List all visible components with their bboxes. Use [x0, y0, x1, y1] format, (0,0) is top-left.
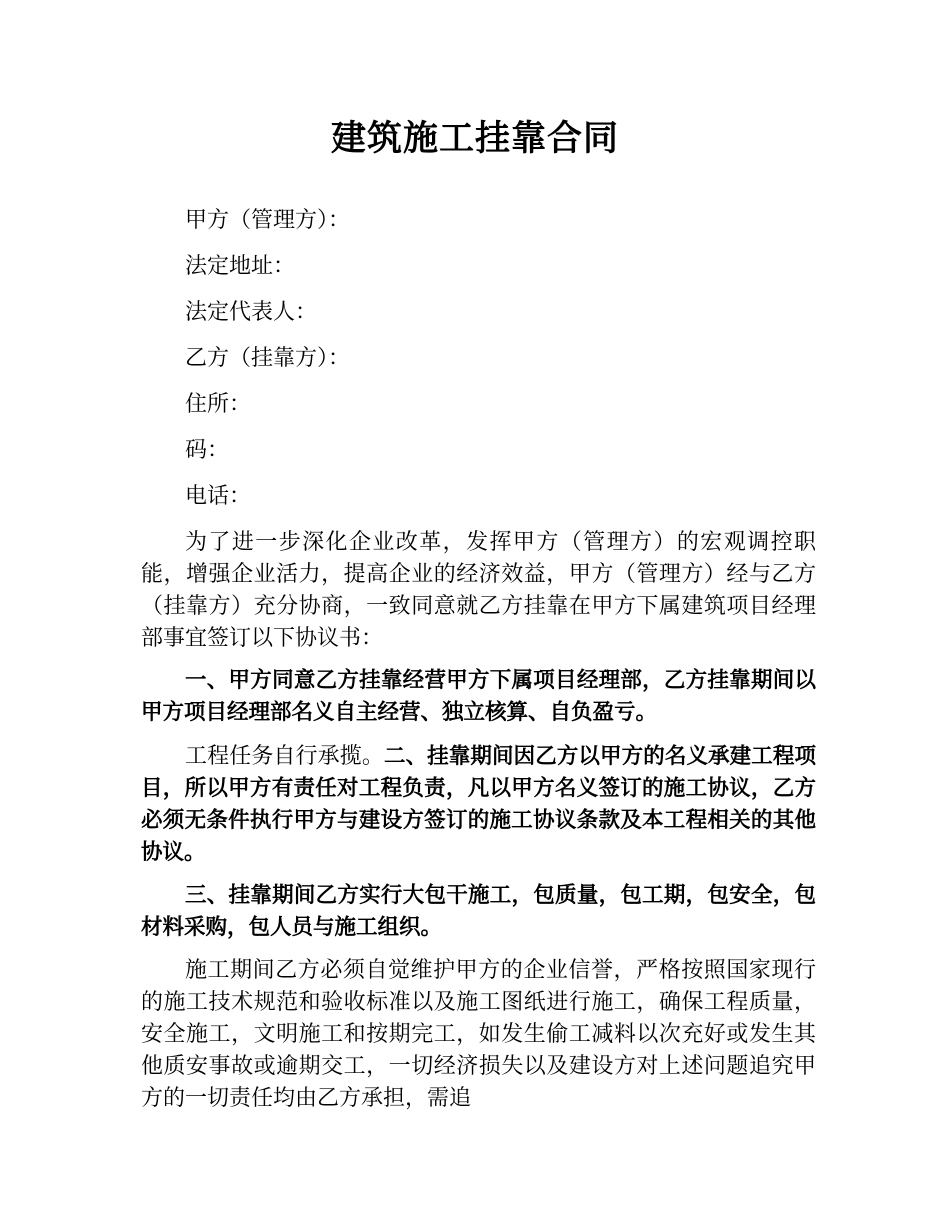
field-residence: 住所： — [185, 392, 252, 417]
field-phone: 电话： — [185, 484, 252, 509]
clause-1: 一、甲方同意乙方挂靠经营甲方下属项目经理部，乙方挂靠期间以甲方项目经理部名义自主经营、独立核算、自负盈亏。 — [141, 668, 816, 725]
intro-paragraph: 为了进一步深化企业改革，发挥甲方（管理方）的宏观调控职能，增强企业活力，提高企业的经济效益，甲方（管理方）经与乙方（挂靠方）充分协商，一致同意就乙方挂靠在甲方下属建筑项目经理部事宜签订以下协议书： — [141, 530, 816, 651]
clause-2-paragraph — [141, 741, 816, 869]
document-title: 建筑施工挂靠合同 — [330, 119, 619, 159]
clause-2-lead: 工程任务自行承揽。 — [185, 744, 384, 769]
field-party-a: 甲方（管理方）： — [185, 208, 351, 233]
field-code: 码： — [185, 438, 230, 463]
clause-2: 二、挂靠期间因乙方以甲方的名义承建工程项目，所以甲方有责任对工程负责，凡以甲方名义签订的施工协议，乙方必须无条件执行甲方与建设方签订的施工协议条款及本工程相关的其他协议。 — [141, 744, 816, 865]
field-legal-representative: 法定代表人： — [185, 300, 318, 325]
paragraph-4: 施工期间乙方必须自觉维护甲方的企业信誉，严格按照国家现行的施工技术规范和验收标准以及施工图纸进行施工，确保工程质量，安全施工，文明施工和按期完工，如发生偷工减料以次充好或发生其他质安事故或逾期交工，一切经济损失以及建设方对上述问题追究甲方的一切责任均由乙方承担，需追 — [141, 958, 816, 1111]
field-party-b: 乙方（挂靠方）： — [185, 346, 351, 371]
clause-3: 三、挂靠期间乙方实行大包干施工，包质量，包工期，包安全，包材料采购，包人员与施工组织。 — [141, 883, 816, 940]
field-legal-address: 法定地址： — [185, 254, 296, 279]
